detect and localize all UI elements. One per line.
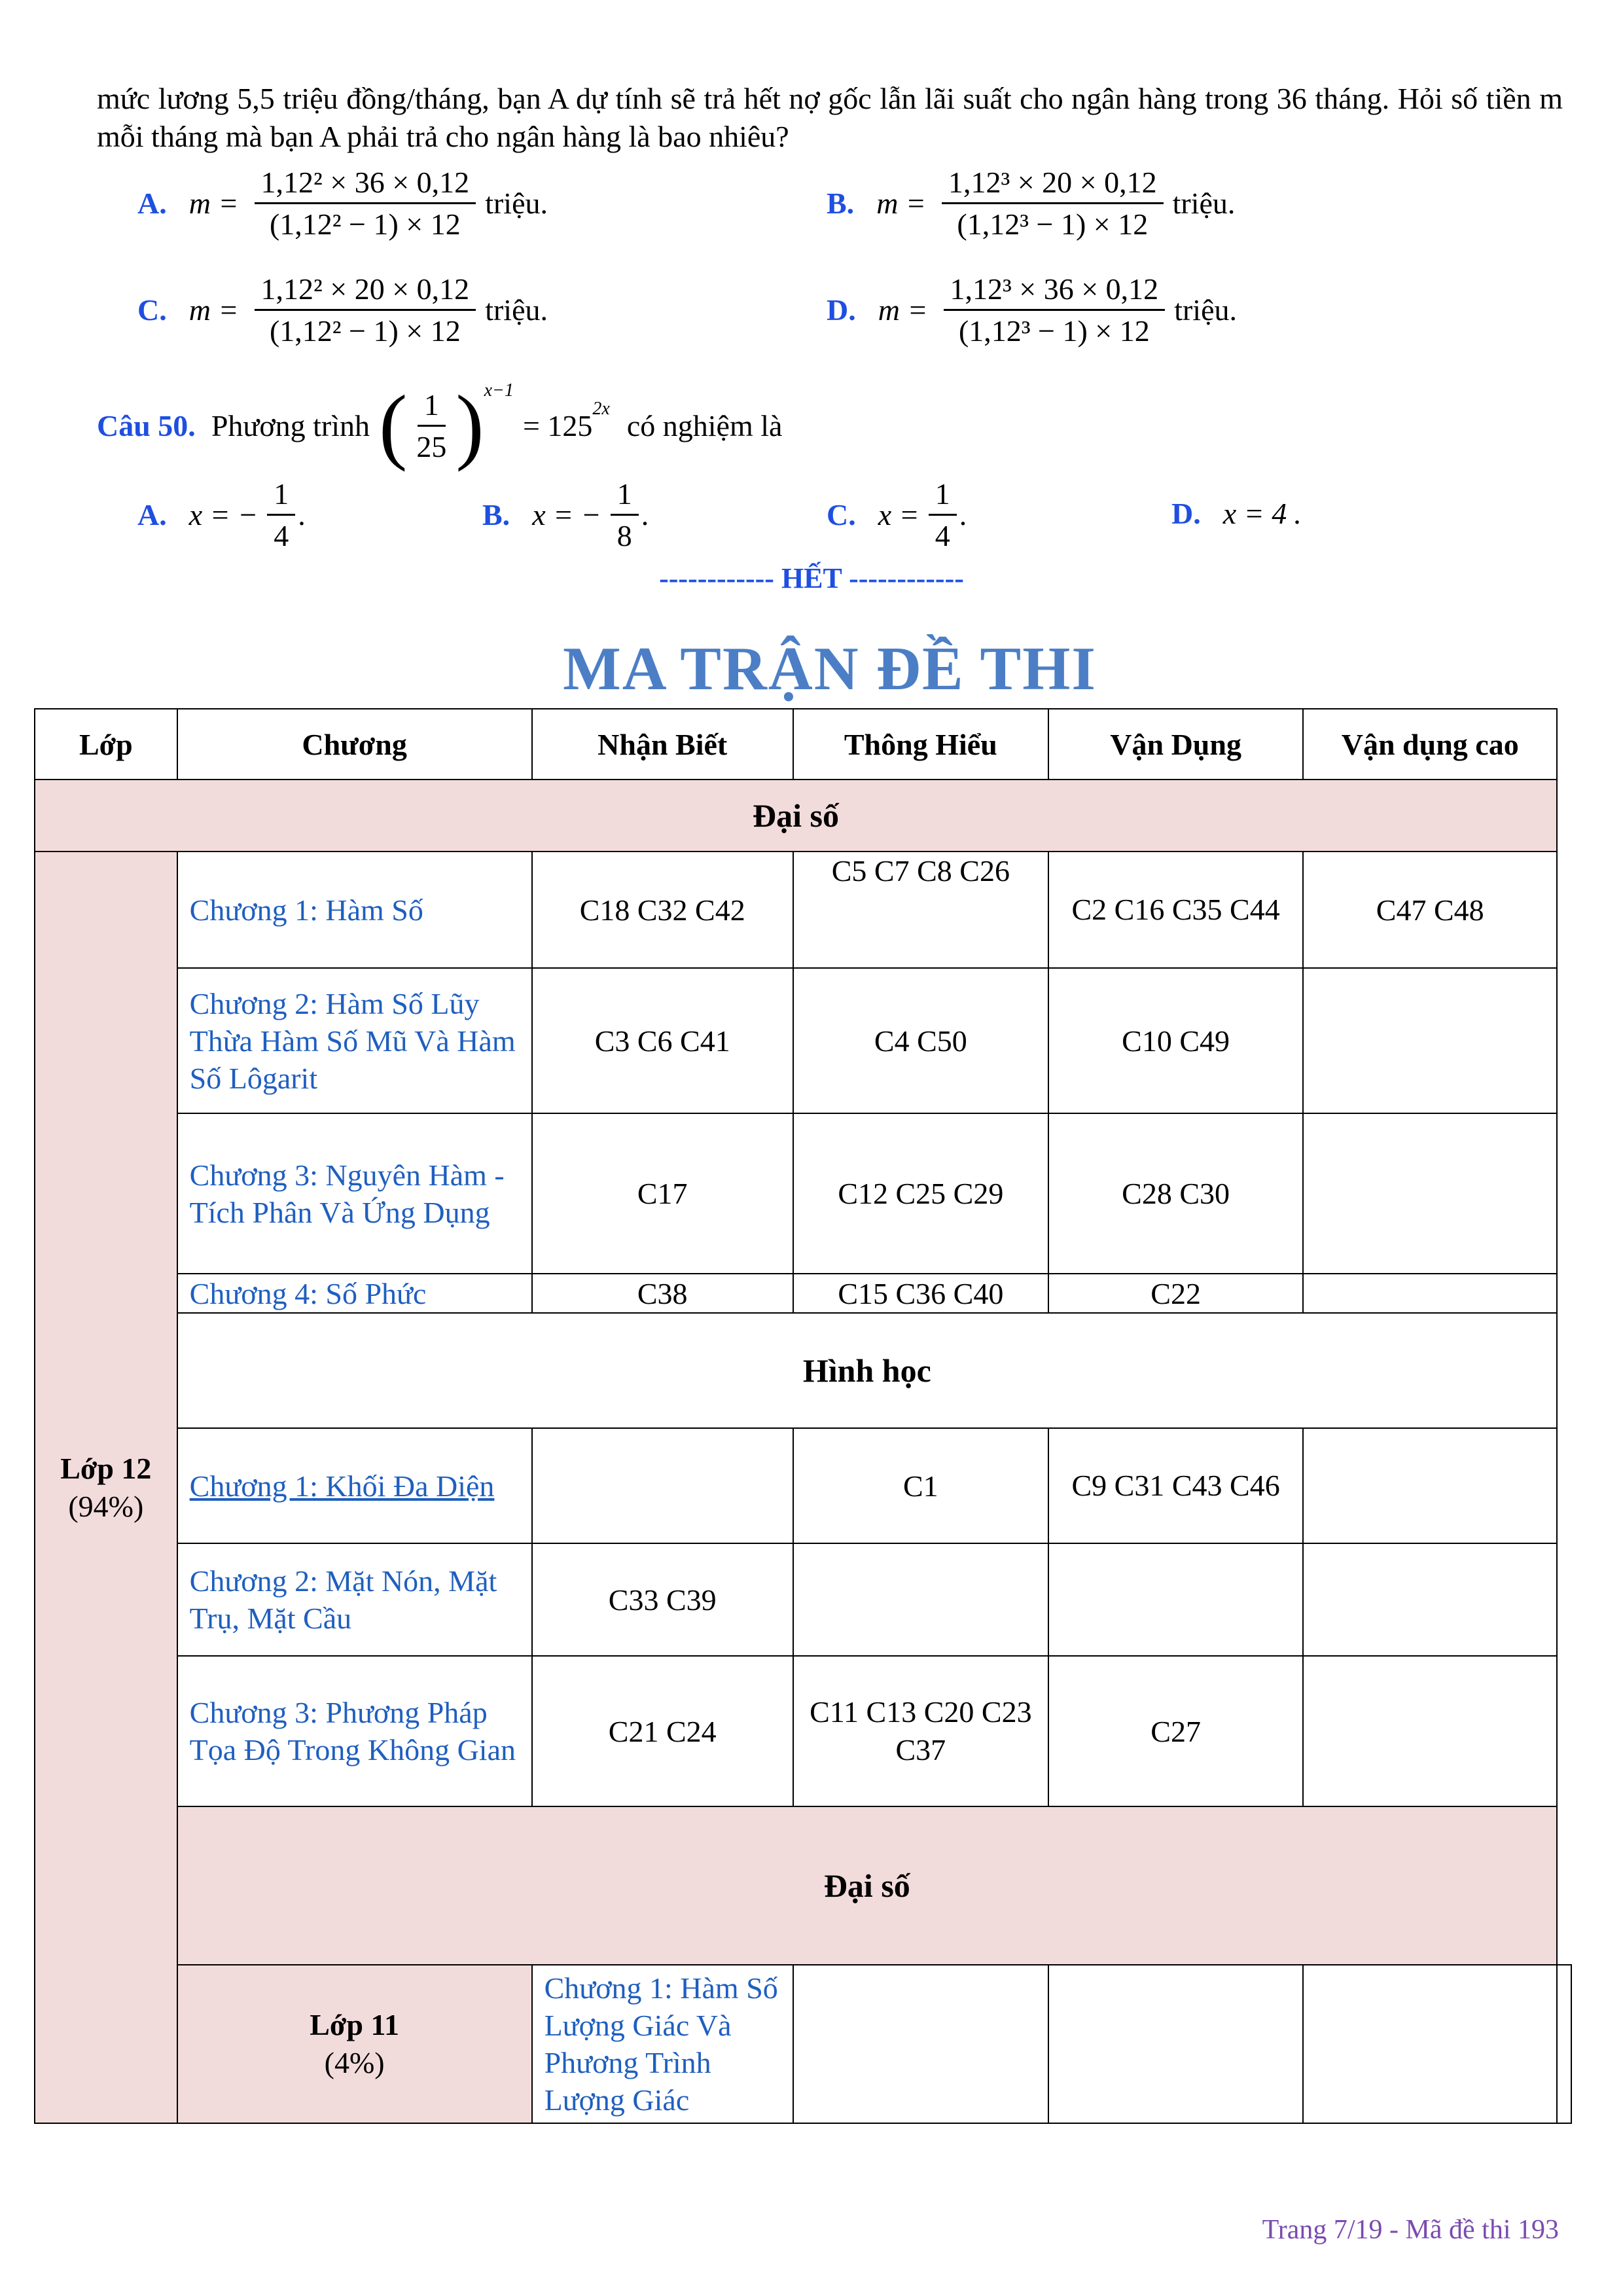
chapter-cell[interactable]: Chương 1: Khối Đa Diện bbox=[177, 1428, 532, 1543]
formula-lhs: m = bbox=[878, 293, 928, 327]
exponent: x−1 bbox=[484, 380, 514, 401]
grade-name: Lớp 11 bbox=[310, 2008, 399, 2041]
cell-van-dung-cao: C47 C48 bbox=[1303, 852, 1557, 968]
formula-lhs: x = − bbox=[188, 498, 259, 531]
exam-matrix-table bbox=[34, 708, 1572, 2124]
grade-12-cell bbox=[35, 852, 177, 2123]
question-text: Phương trình bbox=[211, 408, 370, 442]
header-cell: Thông Hiểu bbox=[793, 709, 1048, 780]
cell-van-dung-cao bbox=[1303, 1428, 1557, 1543]
cell-van-dung-cao bbox=[1303, 1543, 1557, 1656]
cell-nhan-biet bbox=[532, 1428, 793, 1543]
q49-option-c bbox=[137, 272, 548, 348]
cell-van-dung bbox=[1048, 1543, 1304, 1656]
chapter-cell: Chương 2: Mặt Nón, Mặt Trụ, Mặt Cầu bbox=[177, 1543, 532, 1656]
question-text-end: có nghiệm là bbox=[626, 408, 783, 442]
cell-van-dung-cao bbox=[1303, 1113, 1557, 1274]
q49-option-d bbox=[827, 272, 1237, 348]
denominator: (1,12³ − 1) × 12 bbox=[958, 314, 1150, 348]
period: . bbox=[298, 498, 306, 531]
formula-lhs: m = bbox=[876, 187, 926, 220]
option-label: D. bbox=[827, 293, 856, 327]
table-row bbox=[35, 1274, 1571, 1313]
denominator: 4 bbox=[274, 519, 289, 552]
cell-thong-hieu: C5 C7 C8 C26 bbox=[793, 852, 1048, 968]
numerator: 1,12³ × 20 × 0,12 bbox=[942, 165, 1164, 204]
chapter-cell: Chương 3: Phương Pháp Tọa Độ Trong Không Gian bbox=[177, 1656, 532, 1806]
cell-van-dung: C10 C49 bbox=[1048, 968, 1304, 1113]
cell-van-dung: C22 bbox=[1048, 1274, 1304, 1313]
denominator: (1,12² − 1) × 12 bbox=[269, 207, 461, 241]
header-cell: Chương bbox=[177, 709, 532, 780]
period: . bbox=[959, 498, 967, 531]
formula-lhs: x = bbox=[878, 498, 919, 531]
chapter-cell: Chương 1: Hàm Số bbox=[177, 852, 532, 968]
option-label: A. bbox=[137, 498, 167, 531]
cell-thong-hieu: C12 C25 C29 bbox=[793, 1113, 1048, 1274]
cell-nhan-biet bbox=[793, 1965, 1048, 2123]
denominator: 25 bbox=[416, 429, 447, 463]
cell-nhan-biet: C38 bbox=[532, 1274, 793, 1313]
q50-option-a bbox=[137, 476, 306, 553]
numerator: 1 bbox=[929, 476, 957, 516]
section-row bbox=[35, 1313, 1571, 1428]
option-label: D. bbox=[1171, 497, 1201, 530]
period: . bbox=[1293, 497, 1301, 530]
rhs: = 125 bbox=[522, 408, 593, 442]
fraction bbox=[255, 272, 476, 348]
cell-nhan-biet: C21 C24 bbox=[532, 1656, 793, 1806]
header-cell: Vận dụng cao bbox=[1303, 709, 1557, 780]
cell-van-dung-cao bbox=[1303, 968, 1557, 1113]
unit: triệu. bbox=[485, 293, 548, 327]
section-algebra: Đại số bbox=[35, 780, 1557, 852]
unit: triệu. bbox=[1174, 293, 1237, 327]
table-row bbox=[35, 1428, 1571, 1543]
question-label: Câu 50. bbox=[97, 408, 196, 442]
table-row bbox=[35, 968, 1571, 1113]
q49-option-b bbox=[827, 165, 1235, 242]
denominator: (1,12³ − 1) × 12 bbox=[957, 207, 1149, 241]
grade-11-cell bbox=[177, 1965, 532, 2123]
cell-van-dung bbox=[1303, 1965, 1557, 2123]
option-label: B. bbox=[482, 498, 510, 531]
numerator: 1,12² × 36 × 0,12 bbox=[255, 165, 476, 204]
header-cell: Nhận Biết bbox=[532, 709, 793, 780]
chapter-cell: Chương 2: Hàm Số Lũy Thừa Hàm Số Mũ Và Hàm Số Lôgarit bbox=[177, 968, 532, 1113]
end-marker: ------------ HẾT ------------ bbox=[659, 562, 964, 594]
cell-thong-hieu: C4 C50 bbox=[793, 968, 1048, 1113]
cell-van-dung-cao bbox=[1303, 1656, 1557, 1806]
chapter-cell: Chương 3: Nguyên Hàm - Tích Phân Và Ứng Dụng bbox=[177, 1113, 532, 1274]
cell-van-dung-cao bbox=[1303, 1274, 1557, 1313]
table-row bbox=[35, 1965, 1571, 2123]
fraction bbox=[942, 165, 1164, 242]
table-row bbox=[35, 852, 1571, 968]
q50-option-b bbox=[482, 476, 649, 553]
cell-van-dung: C2 C16 C35 C44 bbox=[1048, 852, 1304, 968]
formula-lhs: m = bbox=[188, 293, 239, 327]
grade-name: Lớp 12 bbox=[60, 1451, 152, 1485]
formula-lhs: x = − bbox=[532, 498, 601, 531]
formula-lhs: m = bbox=[188, 187, 239, 220]
denominator: 4 bbox=[935, 519, 950, 552]
cell-van-dung: C9 C31 C43 C46 bbox=[1048, 1428, 1304, 1543]
left-paren: ( bbox=[379, 378, 408, 473]
section-row bbox=[35, 780, 1571, 852]
page-footer: Trang 7/19 - Mã đề thi 193 bbox=[1262, 2215, 1559, 2245]
grade-percent: (94%) bbox=[68, 1489, 144, 1523]
unit: triệu. bbox=[485, 187, 548, 220]
header-cell: Vận Dụng bbox=[1048, 709, 1304, 780]
denominator: (1,12² − 1) × 12 bbox=[269, 314, 461, 348]
base-fraction bbox=[410, 387, 453, 464]
question-49-text: mức lương 5,5 triệu đồng/tháng, bạn A dự tính sẽ trả hết nợ gốc lẫn lãi suất cho ngân hàng trong 36 tháng. Hỏi số tiền m mỗi tháng mà bạn A phải trả cho ngân hàng là bao nhiêu? bbox=[97, 82, 1563, 153]
unit: triệu. bbox=[1172, 187, 1236, 220]
option-label: B. bbox=[827, 187, 855, 220]
fraction bbox=[929, 476, 957, 553]
cell-nhan-biet: C3 C6 C41 bbox=[532, 968, 793, 1113]
table-row bbox=[35, 1543, 1571, 1656]
option-label: A. bbox=[137, 187, 167, 220]
cell-van-dung: C27 bbox=[1048, 1656, 1304, 1806]
header-row bbox=[35, 709, 1571, 780]
chapter-cell: Chương 4: Số Phức bbox=[177, 1274, 532, 1313]
numerator: 1,12² × 20 × 0,12 bbox=[255, 272, 476, 311]
table-row bbox=[35, 1113, 1571, 1274]
rhs-exponent: 2x bbox=[592, 399, 610, 419]
option-label: C. bbox=[827, 498, 856, 531]
fraction bbox=[944, 272, 1166, 348]
section-geometry: Hình học bbox=[177, 1313, 1557, 1428]
question-50 bbox=[97, 378, 783, 473]
denominator: 8 bbox=[616, 519, 632, 552]
matrix-title: MA TRẬN ĐỀ THI bbox=[563, 635, 1097, 703]
q50-option-d bbox=[1171, 496, 1301, 531]
cell-nhan-biet: C17 bbox=[532, 1113, 793, 1274]
cell-thong-hieu: C11 C13 C20 C23 C37 bbox=[793, 1656, 1048, 1806]
numerator: 1,12³ × 36 × 0,12 bbox=[944, 272, 1166, 311]
chapter-cell: Chương 1: Hàm Số Lượng Giác Và Phương Trình Lượng Giác bbox=[532, 1965, 793, 2123]
right-paren: ) bbox=[455, 378, 484, 473]
period: . bbox=[641, 498, 649, 531]
grade-percent: (4%) bbox=[324, 2046, 385, 2079]
table-row bbox=[35, 1656, 1571, 1806]
q50-option-c bbox=[827, 476, 967, 553]
cell-thong-hieu bbox=[1048, 1965, 1304, 2123]
numerator: 1 bbox=[611, 476, 639, 516]
cell-van-dung: C28 C30 bbox=[1048, 1113, 1304, 1274]
section-row bbox=[35, 1806, 1571, 1965]
formula-lhs: x = 4 bbox=[1222, 497, 1287, 530]
cell-thong-hieu bbox=[793, 1543, 1048, 1656]
fraction bbox=[267, 476, 295, 553]
fraction bbox=[611, 476, 639, 553]
cell-thong-hieu: C1 bbox=[793, 1428, 1048, 1543]
section-algebra-11: Đại số bbox=[177, 1806, 1557, 1965]
numerator: 1 bbox=[267, 476, 295, 516]
cell-van-dung-cao bbox=[1557, 1965, 1571, 2123]
numerator: 1 bbox=[418, 387, 446, 427]
q49-option-a bbox=[137, 165, 548, 242]
fraction bbox=[255, 165, 476, 242]
cell-nhan-biet: C18 C32 C42 bbox=[532, 852, 793, 968]
header-cell: Lớp bbox=[35, 709, 177, 780]
cell-thong-hieu: C15 C36 C40 bbox=[793, 1274, 1048, 1313]
option-label: C. bbox=[137, 293, 167, 327]
cell-nhan-biet: C33 C39 bbox=[532, 1543, 793, 1656]
